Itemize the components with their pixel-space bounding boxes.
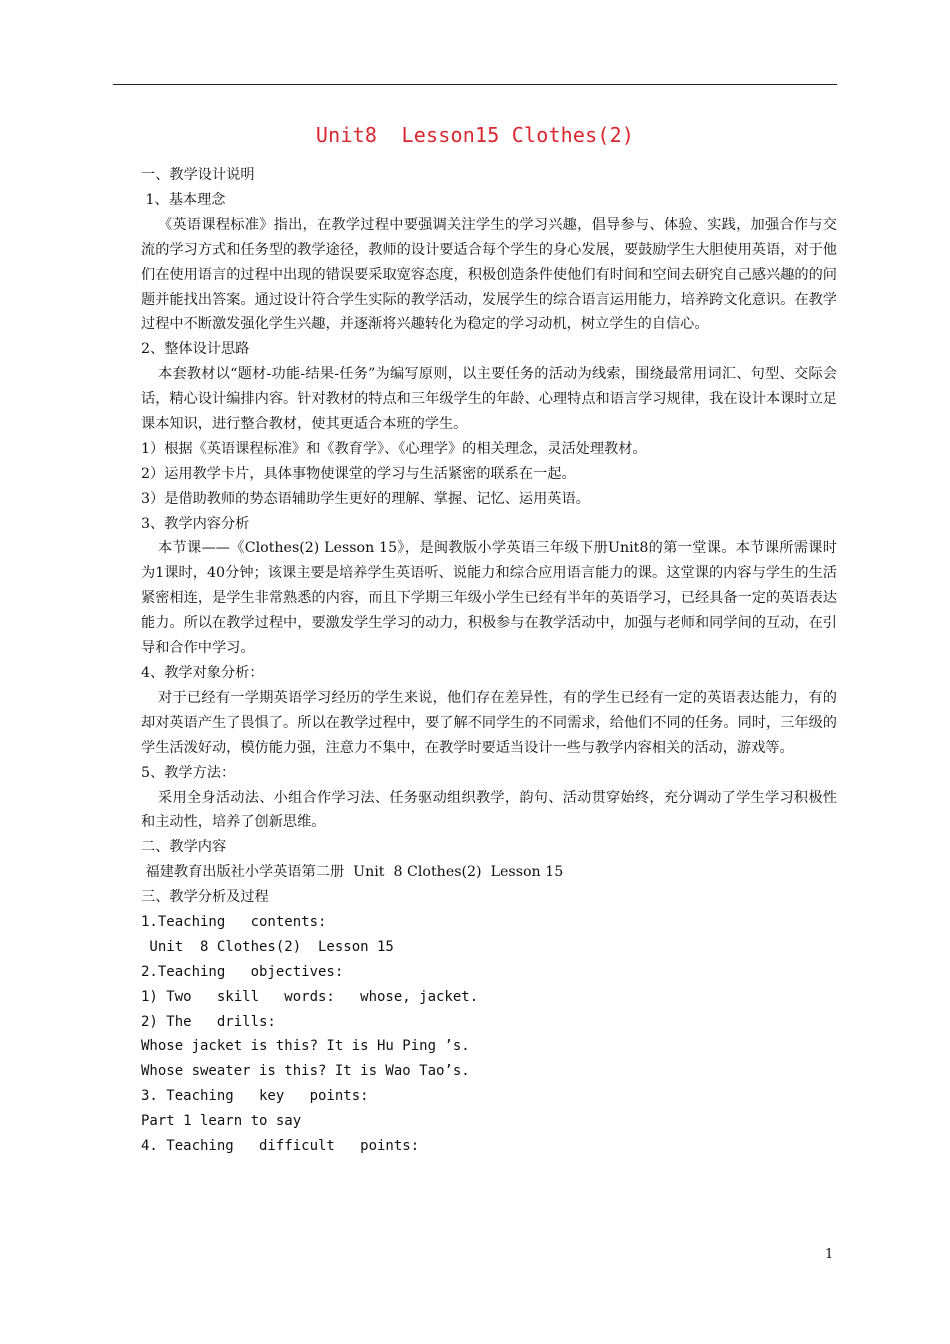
document-body bbox=[141, 163, 837, 1159]
analysis-line: Part 1 learn to say bbox=[141, 1113, 302, 1130]
header-rule bbox=[113, 84, 837, 85]
analysis-line: Unit 8 Clothes(2) Lesson 15 bbox=[141, 938, 394, 955]
subsection-heading: 1、基本理念 bbox=[141, 191, 226, 208]
paragraph-student-analysis: 对于已经有一学期英语学习经历的学生来说，他们存在差异性，有的学生已经有一定的英语表达能力，有的却对英语产生了畏惧了。所以在教学过程中，要了解不同学生的不同需求，给他们不同的任务。同时，三年级的学生活泼好动，模仿能力强，注意力不集中，在教学时要适当设计一些与教学内容相关的活动，游戏等。 bbox=[141, 689, 837, 756]
analysis-line: 3. Teaching key points: bbox=[141, 1088, 369, 1105]
subsection-heading: 5、教学方法： bbox=[141, 764, 236, 781]
analysis-line: 2) The drills: bbox=[141, 1013, 276, 1030]
list-item: 1）根据《英语课程标准》和《教育学》、《心理学》的相关理念，灵活处理教材。 bbox=[141, 440, 647, 457]
analysis-line: Whose jacket is this? It is Hu Ping ’s. bbox=[141, 1038, 470, 1055]
paragraph-content-analysis: 本节课——《Clothes(2) Lesson 15》，是闽教版小学英语三年级下册Unit8的第一堂课。本节课所需课时为1课时，40分钟；该课主要是培养学生英语听、说能力和综合应用语言能力的课。这堂课的内容与学生的生活紧密相连，是学生非常熟悉的内容，而且下学期三年级小学生已经有半年的英语学习，已经具备一定的英语表达能力。所以在教学过程中，要激发学生学习的动力，积极参与在教学活动中，加强与老师和同学间的互动，在引导和合作中学习。 bbox=[141, 540, 837, 657]
teaching-content-line: 福建教育出版社小学英语第二册 Unit 8 Clothes(2) Lesson 15 bbox=[141, 864, 564, 881]
list-item: 3）是借助教师的势态语辅助学生更好的理解、掌握、记忆、运用英语。 bbox=[141, 490, 590, 507]
section-heading: 三、教学分析及过程 bbox=[141, 889, 269, 906]
section-heading: 一、教学设计说明 bbox=[141, 167, 255, 183]
analysis-line: 4. Teaching difficult points: bbox=[141, 1138, 420, 1155]
paragraph-basic-concept: 《英语课程标准》指出，在教学过程中要强调关注学生的学习兴趣，倡导参与、体验、实践，加强合作与交流的学习方式和任务型的教学途径，教师的设计要适合每个学生的身心发展，要鼓励学生大胆使用英语，对于他们在使用语言的过程中出现的错误要采取宽容态度，积极创造条件使他们有时间和空间去研究自己感兴趣的的问题并能找出答案。通过设计符合学生实际的教学活动，发展学生的综合语言运用能力，培养跨文化意识。在教学过程中不断激发强化学生兴趣，并逐渐将兴趣转化为稳定的学习动机，树立学生的自信心。 bbox=[141, 216, 837, 333]
analysis-line: 1.Teaching contents: bbox=[141, 914, 327, 930]
subsection-heading: 4、教学对象分析： bbox=[141, 665, 264, 682]
analysis-line: 1) Two skill words: whose, jacket. bbox=[141, 988, 479, 1005]
subsection-heading: 2、整体设计思路 bbox=[141, 341, 250, 358]
list-item: 2）运用教学卡片，具体事物使课堂的学习与生活紧密的联系在一起。 bbox=[141, 465, 576, 482]
analysis-line: Whose sweater is this? It is Wao Tao’s. bbox=[141, 1063, 470, 1080]
analysis-line: 2.Teaching objectives: bbox=[141, 963, 344, 980]
paragraph-teaching-method: 采用全身活动法、小组合作学习法、任务驱动组织教学，韵句、活动贯穿始终，充分调动了学生学习积极性和主动性，培养了创新思维。 bbox=[141, 789, 837, 831]
paragraph-design-idea: 本套教材以“题材-功能-结果-任务”为编写原则，以主要任务的活动为线索，围绕最常用词汇、句型、交际会话，精心设计编排内容。针对教材的特点和三年级学生的年龄、心理特点和语言学习规律，我在设计本课时立足课本知识，进行整合教材，使其更适合本班的学生。 bbox=[141, 366, 837, 433]
subsection-heading: 3、教学内容分析 bbox=[141, 515, 250, 532]
document-title: Unit8 Lesson15 Clothes(2) bbox=[315, 123, 635, 147]
section-heading: 二、教学内容 bbox=[141, 839, 227, 856]
page-number: 1 bbox=[825, 1247, 834, 1262]
